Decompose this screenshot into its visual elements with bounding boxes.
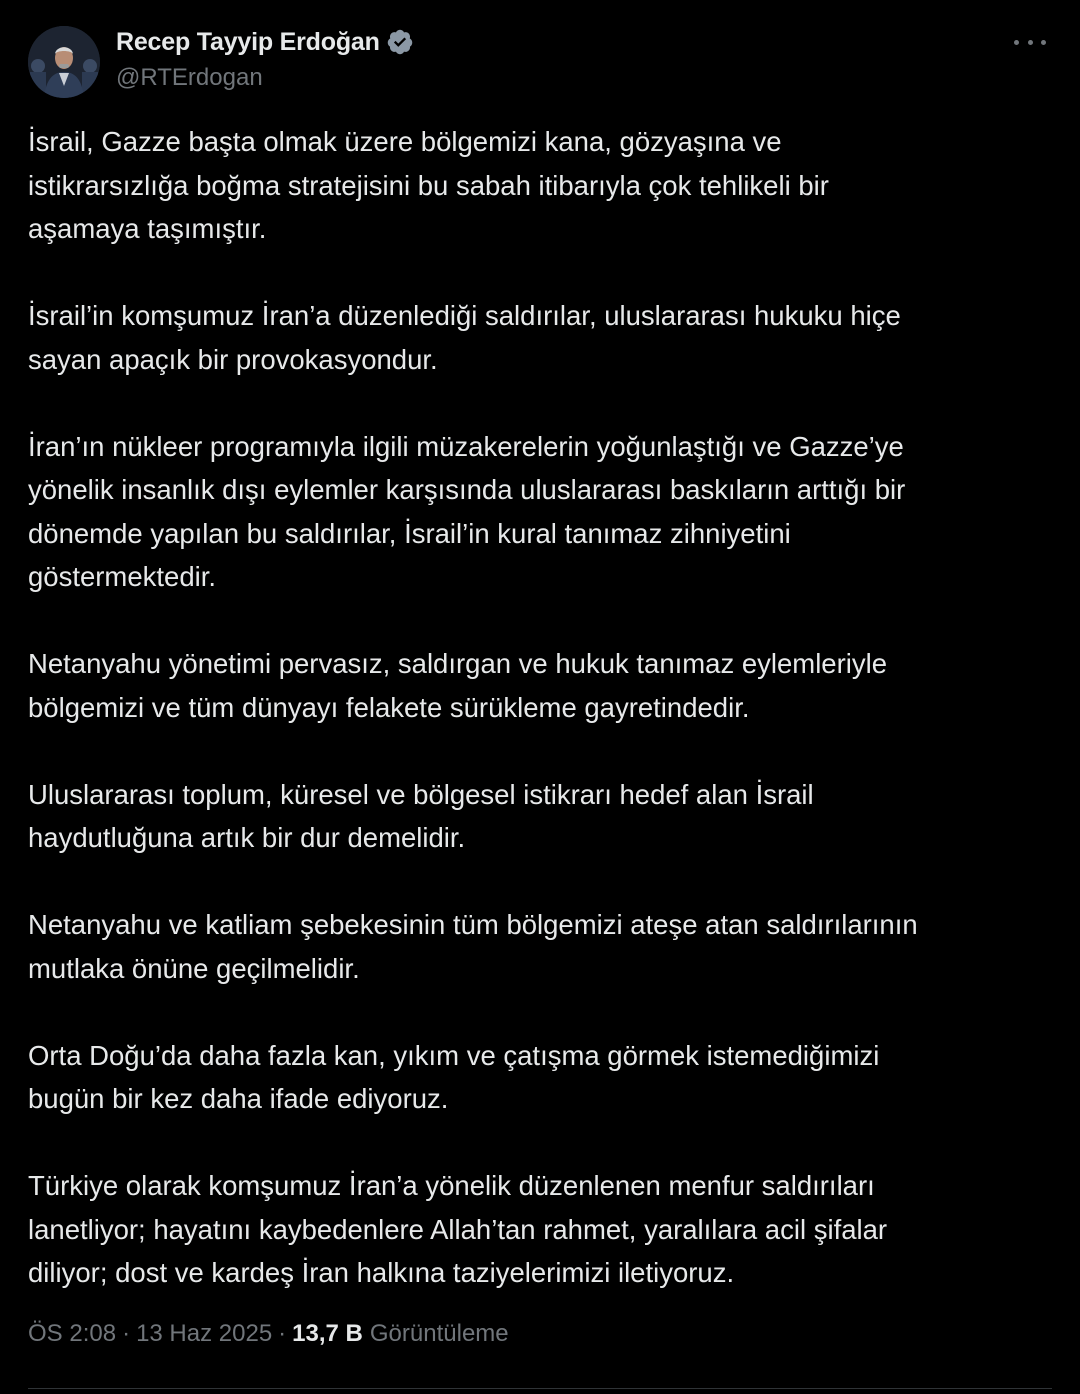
avatar-image xyxy=(28,26,100,98)
tweet-paragraph: Netanyahu ve katliam şebekesinin tüm bölgemizi ateşe atan saldırılarının mutlaka önüne geçilmelidir. xyxy=(28,909,918,984)
more-options-icon[interactable] xyxy=(1014,30,1046,54)
more-dot xyxy=(1041,40,1046,45)
display-name-row xyxy=(116,26,414,58)
tweet-paragraph: Türkiye olarak komşumuz İran’a yönelik düzenlenen menfur saldırıları lanetliyor; hayatını kaybedenlere Allah’tan rahmet, yaralılara acil şifalar diliyor; dost ve kardeş İran halkına taziyelerimizi iletiyoruz. xyxy=(28,1170,888,1288)
tweet-paragraph: Orta Doğu’da daha fazla kan, yıkım ve çatışma görmek istemediğimizi bugün bir kez daha ifade ediyoruz. xyxy=(28,1039,880,1114)
tweet-paragraph: İsrail’in komşumuz İran’a düzenlediği saldırılar, uluslararası hukuku hiçe sayan apaçık bir provokasyondur. xyxy=(28,300,901,375)
tweet-meta xyxy=(28,1320,509,1348)
views-label: Görüntüleme xyxy=(369,1320,509,1347)
tweet-date[interactable]: 13 Haz 2025 xyxy=(136,1320,273,1347)
tweet-time[interactable]: ÖS 2:08 xyxy=(28,1320,117,1347)
tweet-header xyxy=(28,26,1052,98)
author-names xyxy=(116,26,414,92)
author-handle[interactable]: @RTErdogan xyxy=(116,64,263,91)
verified-badge-icon[interactable] xyxy=(386,28,414,56)
meta-separator: · xyxy=(278,1320,287,1347)
tweet-paragraph: İran’ın nükleer programıyla ilgili müzakerelerin yoğunlaştığı ve Gazze’ye yönelik insanlık dışı eylemler karşısında uluslararası baskıların arttığı bir dönemde yapılan bu saldırılar, İsrail’in kural tanımaz zihniyetini göstermektedir. xyxy=(28,430,906,592)
more-dot xyxy=(1028,40,1033,45)
views-count: 13,7 B xyxy=(292,1320,363,1347)
more-dot xyxy=(1014,40,1019,45)
avatar[interactable] xyxy=(28,26,100,98)
tweet-paragraph: Netanyahu yönetimi pervasız, saldırgan ve hukuk tanımaz eylemleriyle bölgemizi ve tüm dünyayı felakete sürükleme gayretindedir. xyxy=(28,648,888,723)
divider xyxy=(28,1388,1052,1389)
meta-separator: · xyxy=(122,1320,131,1347)
tweet-text xyxy=(28,120,1058,1338)
author-display-name[interactable]: Recep Tayyip Erdoğan xyxy=(116,27,380,56)
tweet-paragraph: Uluslararası toplum, küresel ve bölgesel istikrarı hedef alan İsrail haydutluğuna artık bir dur demelidir. xyxy=(28,778,814,853)
tweet-paragraph: İsrail, Gazze başta olmak üzere bölgemizi kana, gözyaşına ve istikrarsızlığa boğma stratejisini bu sabah itibarıyla çok tehlikeli bir aşamaya taşımıştır. xyxy=(28,126,829,244)
